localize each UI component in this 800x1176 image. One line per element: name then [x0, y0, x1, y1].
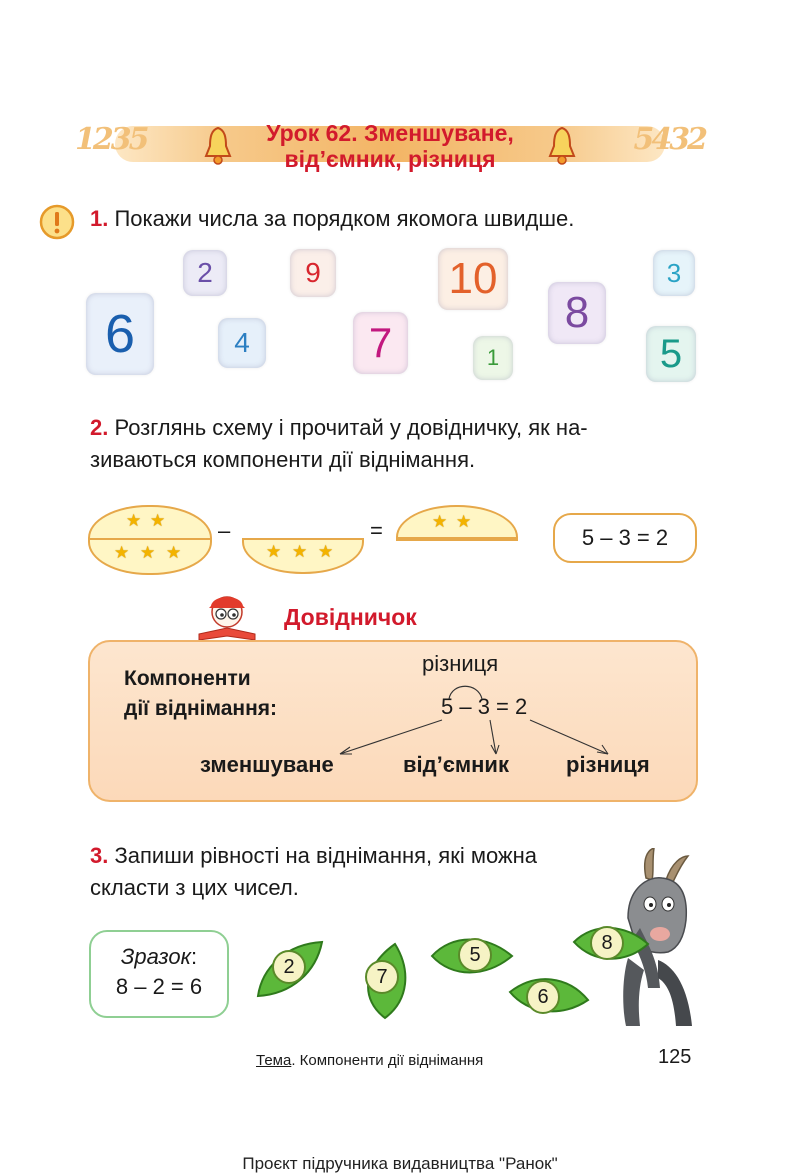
- number-card[interactable]: [290, 249, 336, 297]
- task1-number: 1.: [90, 206, 109, 231]
- leaf-number[interactable]: 6: [526, 980, 560, 1014]
- term-difference: різниця: [566, 752, 650, 777]
- scheme-equals: =: [370, 518, 383, 543]
- number-card[interactable]: [86, 293, 154, 375]
- lesson-header: [75, 118, 705, 174]
- star-icon: ★: [432, 512, 448, 531]
- card-value: 8: [564, 288, 590, 337]
- helper-title: Довідничок: [284, 604, 417, 630]
- leaf-number[interactable]: 5: [458, 938, 492, 972]
- term-subtrahend: від’ємник: [403, 752, 509, 777]
- lesson-title: [75, 120, 705, 172]
- task2-line2: зиваються компоненти дії віднімання.: [90, 447, 476, 472]
- task1-label: Покажи числа за порядком якомога швидше.: [114, 206, 575, 231]
- star-icon: ★: [318, 542, 334, 561]
- lesson-title-line2: від’ємник, різниця: [284, 146, 496, 172]
- task3-text: [90, 840, 650, 904]
- number-card[interactable]: [353, 312, 408, 374]
- task3-number: 3.: [90, 843, 109, 868]
- number-card[interactable]: [646, 326, 696, 382]
- scheme-equation-box: [553, 513, 697, 563]
- task3-line2: скласти з цих чисел.: [90, 875, 299, 900]
- sample-box: [89, 930, 229, 1018]
- header-deco-right: 5432: [633, 122, 705, 157]
- helper-arc-label: різниця: [422, 651, 499, 676]
- sample-colon: :: [190, 944, 198, 969]
- card-value: 1: [486, 345, 500, 370]
- star-icon: ★: [126, 511, 142, 530]
- task2-text: [90, 412, 710, 476]
- card-value: 5: [659, 331, 683, 376]
- number-card[interactable]: [218, 318, 266, 368]
- attention-icon: [38, 203, 76, 241]
- card-value: 7: [368, 319, 393, 366]
- scheme-divider: [396, 537, 518, 539]
- helper-equation: 5 – 3 = 2: [441, 694, 528, 719]
- star-icon: ★: [150, 511, 166, 530]
- page-number: 125: [658, 1046, 692, 1068]
- number-card[interactable]: [548, 282, 606, 344]
- card-value: 3: [666, 257, 682, 288]
- lesson-title-line1: Урок 62. Зменшуване,: [266, 120, 514, 146]
- topic-line: [256, 1052, 483, 1069]
- number-card[interactable]: [183, 250, 227, 296]
- task1-text: [90, 203, 574, 235]
- scheme-divider: [88, 538, 212, 540]
- number-card[interactable]: [438, 248, 508, 310]
- term-minuend: зменшуване: [200, 752, 334, 777]
- header-deco-left: 1235: [75, 122, 147, 157]
- sample-equation: 8 – 2 = 6: [115, 974, 203, 999]
- scheme-equation: 5 – 3 = 2: [581, 525, 669, 550]
- leaf-number[interactable]: 2: [272, 950, 306, 984]
- star-icon: ★: [456, 512, 472, 531]
- number-card[interactable]: [653, 250, 695, 296]
- topic-text: . Компоненти дії віднімання: [291, 1052, 484, 1069]
- helper-label-line1: Компоненти: [124, 667, 251, 690]
- star-icon: ★: [292, 542, 308, 561]
- star-icon: ★: [114, 543, 130, 562]
- scheme-divider: [242, 538, 362, 540]
- card-value: 2: [197, 257, 213, 288]
- star-icon: ★: [266, 542, 282, 561]
- card-value: 6: [104, 304, 136, 364]
- card-value: 4: [234, 327, 250, 358]
- star-icon: ★: [166, 543, 182, 562]
- helper-label-line2: дії віднімання:: [124, 697, 278, 720]
- card-value: 10: [448, 254, 498, 303]
- scheme-minus: –: [218, 518, 231, 543]
- reading-boy-icon: [193, 590, 263, 642]
- sample-label: Зразок: [120, 944, 191, 969]
- publisher-note: Проєкт підручника видавництва "Ранок": [242, 1154, 558, 1173]
- task3-line1: Запиши рівності на віднімання, які можна: [114, 843, 538, 868]
- leaf-number[interactable]: 8: [590, 926, 624, 960]
- number-card[interactable]: [473, 336, 513, 380]
- task2-line1: Розглянь схему і прочитай у довідничку, як на-: [114, 415, 588, 440]
- topic-label: Тема: [256, 1052, 292, 1069]
- task2-number: 2.: [90, 415, 109, 440]
- card-value: 9: [305, 257, 321, 288]
- star-icon: ★: [140, 543, 156, 562]
- leaf-number[interactable]: 7: [365, 960, 399, 994]
